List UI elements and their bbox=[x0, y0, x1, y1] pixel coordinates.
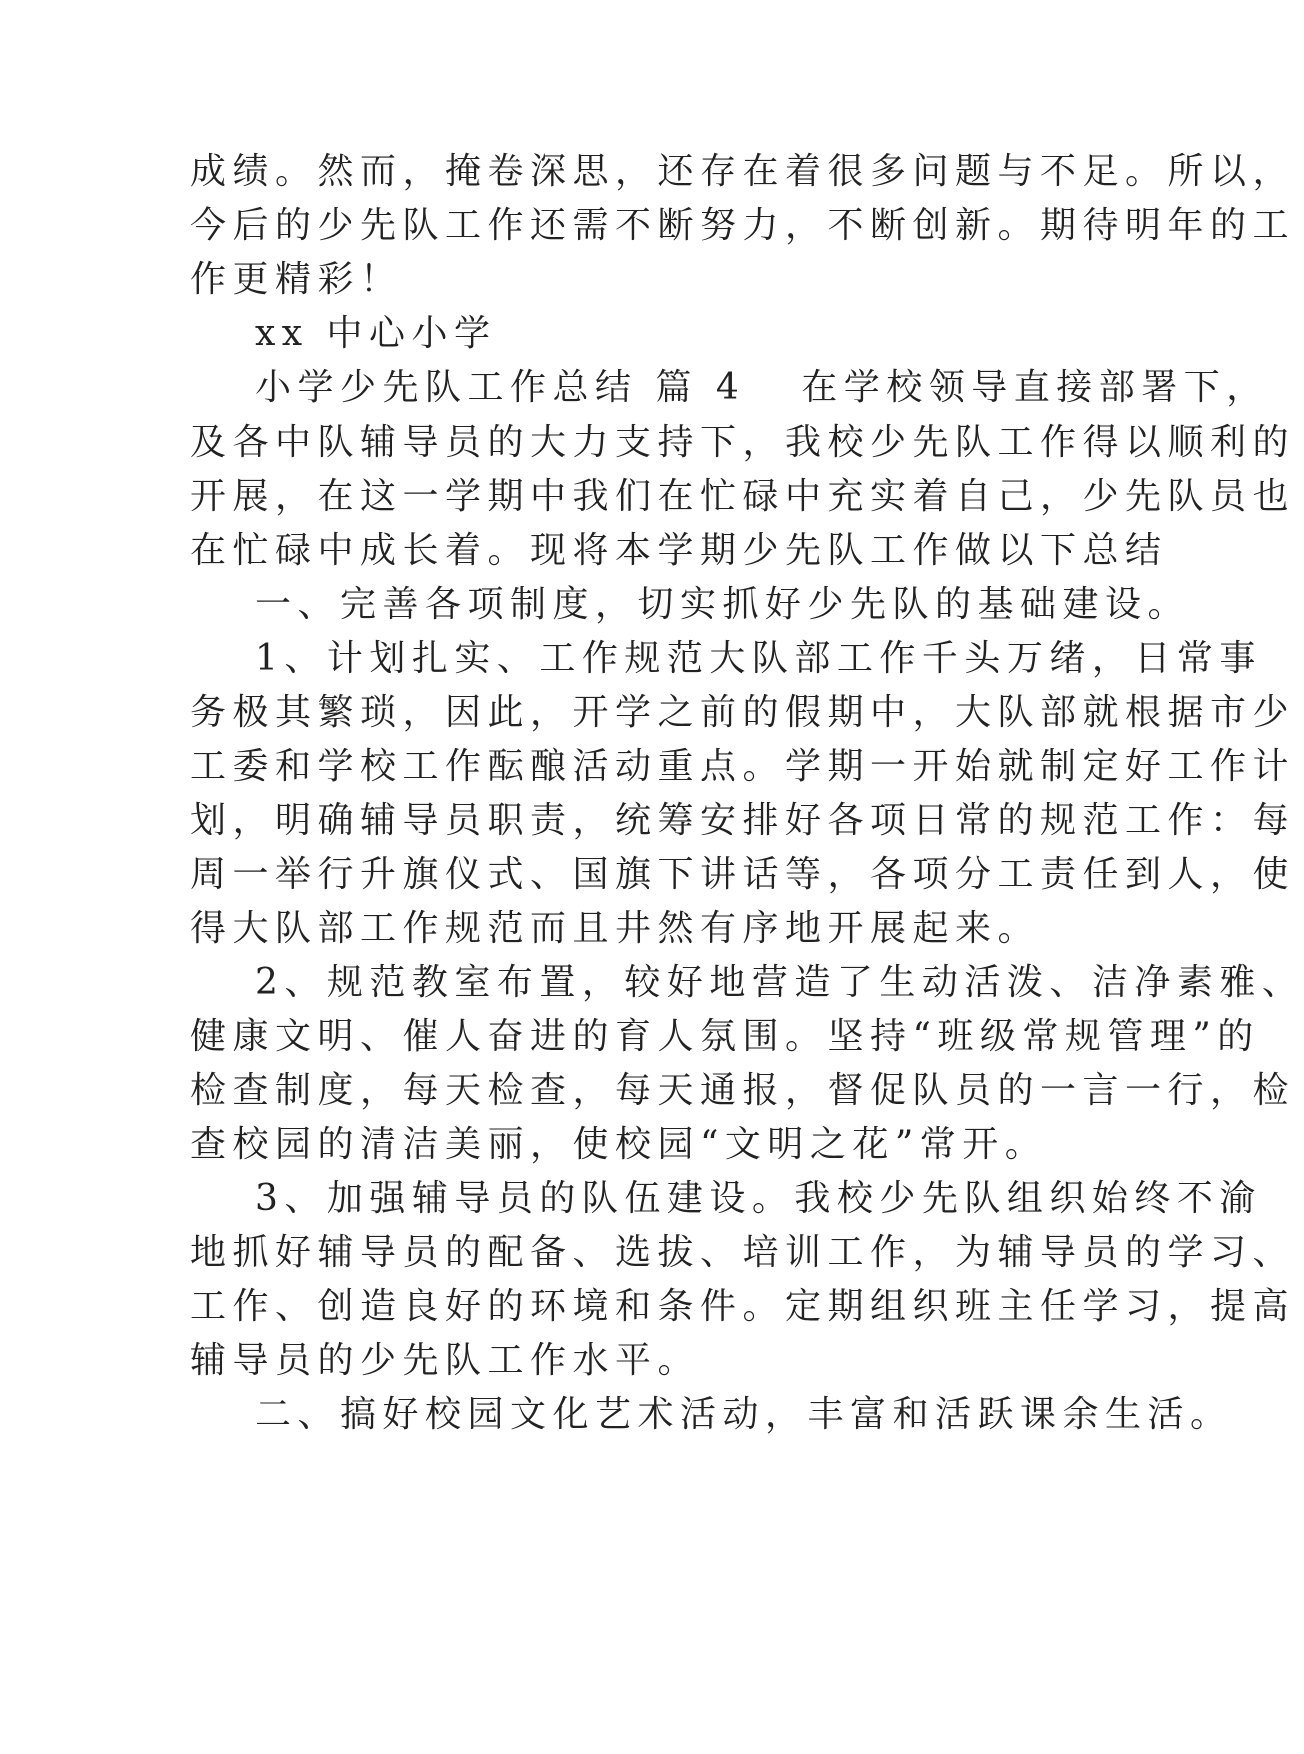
body-text-line: 工作、创造良好的环境和条件。定期组织班主任学习，提高 bbox=[190, 1286, 1296, 1327]
body-text-line: 辅导员的少先队工作水平。 bbox=[190, 1340, 701, 1381]
body-text-line: 今后的少先队工作还需不断努力，不断创新。期待明年的工 bbox=[190, 205, 1296, 246]
subheading-one: 一、完善各项制度，切实抓好少先队的基础建设。 bbox=[255, 584, 1191, 625]
body-text-line: 在忙碌中成长着。现将本学期少先队工作做以下总结 bbox=[190, 530, 1168, 571]
section-title: 小学少先队工作总结 篇 4 bbox=[255, 367, 746, 408]
section-heading-line bbox=[255, 363, 1269, 413]
body-text-line: 2、规范教室布置，较好地营造了生动活泼、洁净素雅、 bbox=[255, 962, 1304, 1003]
body-text-line: 地抓好辅导员的配备、选拔、培训工作，为辅导员的学习、 bbox=[190, 1232, 1296, 1273]
body-text-line: 作更精彩！ bbox=[190, 259, 403, 300]
body-text-line: 周一举行升旗仪式、国旗下讲话等，各项分工责任到人，使 bbox=[190, 854, 1296, 895]
body-text-line: 得大队部工作规范而且井然有序地开展起来。 bbox=[190, 908, 1041, 949]
body-text-line: 检查制度，每天检查，每天通报，督促队员的一言一行，检 bbox=[190, 1070, 1296, 1111]
body-text-line: 1、计划扎实、工作规范大队部工作千头万绪，日常事 bbox=[255, 638, 1262, 679]
body-text-line: 健康文明、催人奋进的育人氛围。坚持“班级常规管理”的 bbox=[190, 1016, 1260, 1057]
body-text-span: 在学校领导直接部署下， bbox=[801, 367, 1269, 408]
body-text-line: 3、加强辅导员的队伍建设。我校少先队组织始终不渝 bbox=[255, 1178, 1262, 1219]
body-text-line: 开展，在这一学期中我们在忙碌中充实着自己，少先队员也 bbox=[190, 476, 1296, 517]
body-text-line: 成绩。然而，掩卷深思，还存在着很多问题与不足。所以， bbox=[190, 151, 1296, 192]
body-text-line: 务极其繁琐，因此，开学之前的假期中，大队部就根据市少 bbox=[190, 692, 1296, 733]
body-text-line: 及各中队辅导员的大力支持下，我校少先队工作得以顺利的 bbox=[190, 422, 1296, 463]
body-text-line: 划，明确辅导员职责，统筹安排好各项日常的规范工作：每 bbox=[190, 800, 1296, 841]
body-text-line: 查校园的清洁美丽，使校园“文明之花”常开。 bbox=[190, 1124, 1048, 1165]
subheading-two: 二、搞好校园文化艺术活动，丰富和活跃课余生活。 bbox=[255, 1394, 1233, 1435]
school-signature: xx 中心小学 bbox=[255, 313, 497, 354]
body-text-line: 工委和学校工作酝酿活动重点。学期一开始就制定好工作计 bbox=[190, 746, 1296, 787]
